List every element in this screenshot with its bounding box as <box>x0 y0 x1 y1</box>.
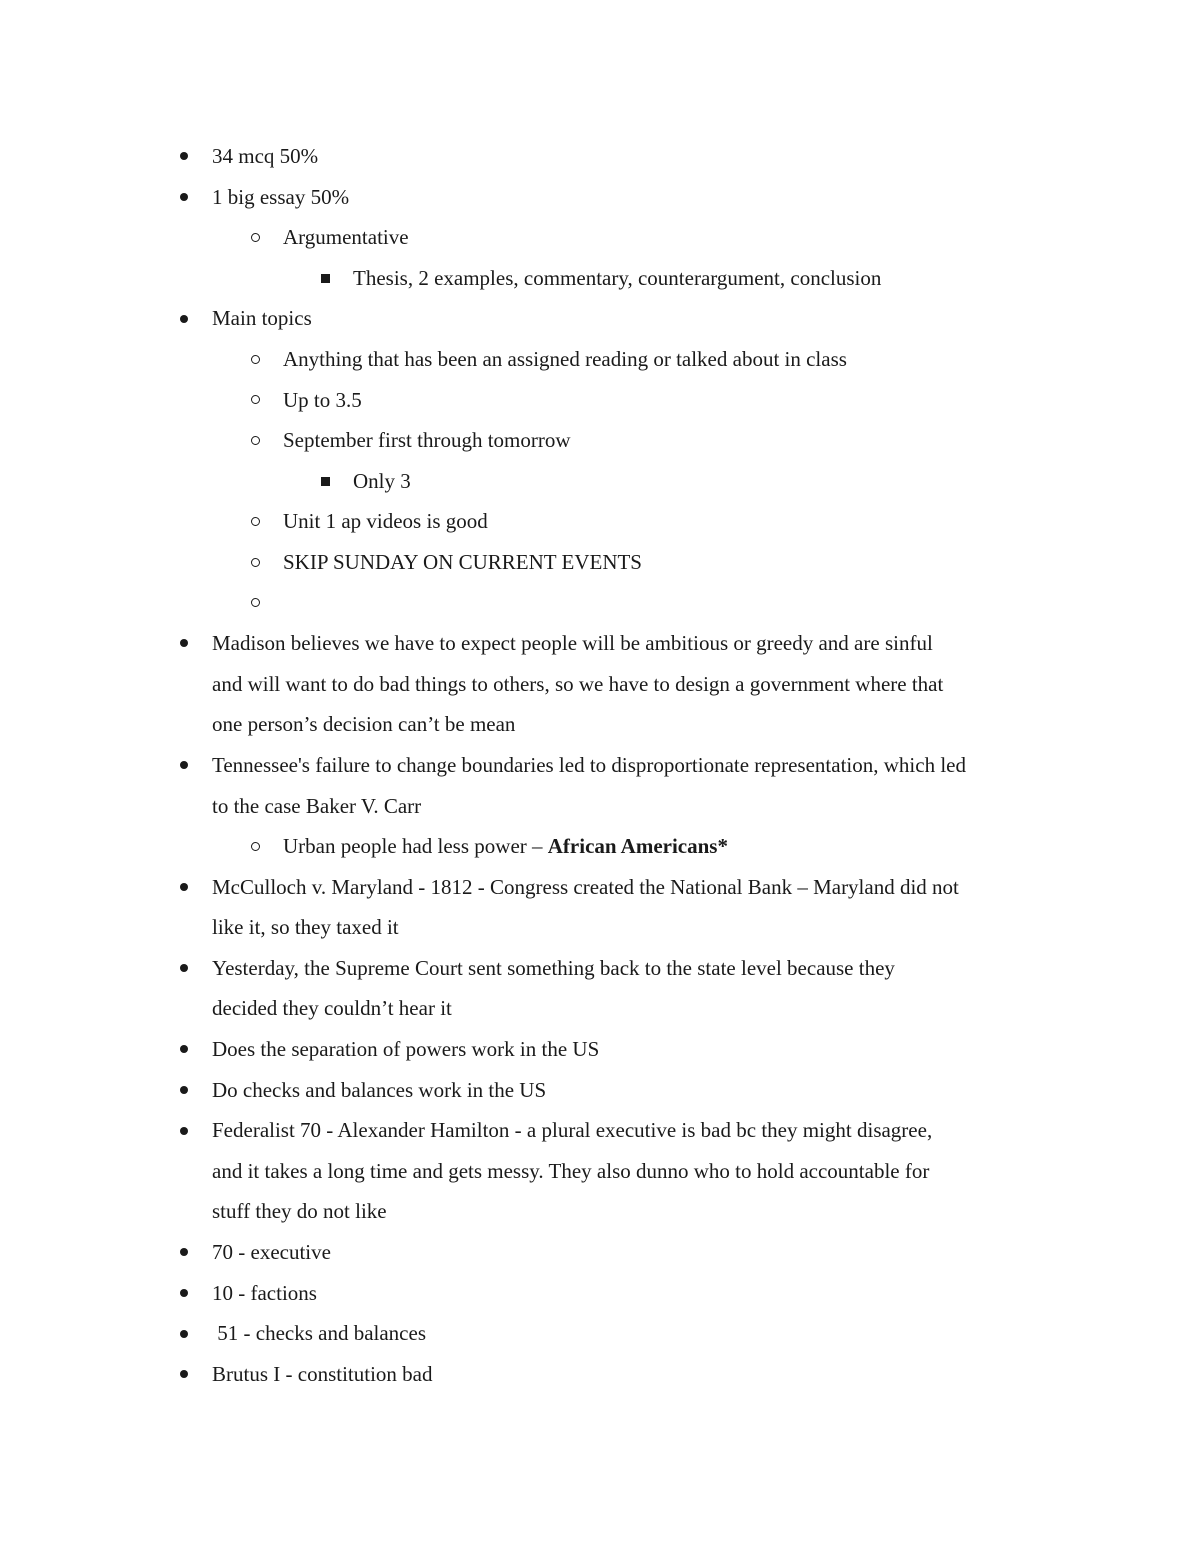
list-item-text: 70 - executive <box>212 1240 331 1265</box>
sub-sub-list-item <box>0 461 1200 502</box>
list-item <box>0 623 1200 664</box>
sub-list-item-text: Unit 1 ap videos is good <box>283 509 488 534</box>
list-item <box>0 1070 1200 1111</box>
list-item-text: and will want to do bad things to others, so we have to design a government where that <box>212 671 944 696</box>
bullet-disc-icon <box>177 745 191 786</box>
bullet-disc-icon <box>177 1313 191 1354</box>
bullet-disc-icon <box>177 177 191 218</box>
sub-list-item <box>0 542 1200 583</box>
list-item-text: decided they couldn’t hear it <box>212 996 452 1021</box>
bullet-square-icon <box>318 461 332 502</box>
list-item <box>0 1354 1200 1395</box>
list-item-continuation <box>0 704 1200 745</box>
bullet-circle-icon <box>248 542 262 583</box>
list-item-text: Does the separation of powers work in the US <box>212 1037 600 1062</box>
bullet-square-icon <box>318 258 332 299</box>
sub-list-item <box>0 826 1200 867</box>
list-item-continuation <box>0 988 1200 1029</box>
list-item-text: Yesterday, the Supreme Court sent something back to the state level because they <box>212 955 895 980</box>
list-item-continuation <box>0 786 1200 827</box>
list-item-text: Tennessee's failure to change boundaries led to disproportionate representation, which led <box>212 752 966 777</box>
list-item <box>0 177 1200 218</box>
bullet-disc-icon <box>177 1070 191 1111</box>
bullet-disc-icon <box>177 136 191 177</box>
bullet-circle-icon <box>248 420 262 461</box>
list-item-text: Madison believes we have to expect people will be ambitious or greedy and are sinful <box>212 631 933 656</box>
bullet-disc-icon <box>177 1110 191 1151</box>
bullet-circle-icon <box>248 380 262 421</box>
list-item-text: McCulloch v. Maryland - 1812 - Congress created the National Bank – Maryland did not <box>212 874 959 899</box>
sub-list-item <box>0 217 1200 258</box>
bullet-disc-icon <box>177 867 191 908</box>
sub-sub-list-item <box>0 258 1200 299</box>
list-item-text: 51 - checks and balances <box>212 1321 426 1346</box>
list-item-text: and it takes a long time and gets messy. They also dunno who to hold accountable for <box>212 1158 930 1183</box>
list-item <box>0 867 1200 908</box>
bullet-disc-icon <box>177 623 191 664</box>
sub-list-item-empty <box>0 583 1200 624</box>
sub-list-item-text: Argumentative <box>283 225 409 250</box>
sub-list-item-text: Up to 3.5 <box>283 387 362 412</box>
list-item-text: like it, so they taxed it <box>212 915 399 940</box>
plain-text: Urban people had less power – <box>283 834 548 859</box>
list-item <box>0 136 1200 177</box>
list-item-text: 10 - factions <box>212 1280 317 1305</box>
list-item <box>0 298 1200 339</box>
bullet-disc-icon <box>177 948 191 989</box>
list-item-text: one person’s decision can’t be mean <box>212 712 516 737</box>
list-item-text: Do checks and balances work in the US <box>212 1077 547 1102</box>
bullet-circle-icon <box>248 217 262 258</box>
bullet-disc-icon <box>177 298 191 339</box>
list-item-text: stuff they do not like <box>212 1199 387 1224</box>
bullet-circle-icon <box>248 501 262 542</box>
list-item <box>0 1273 1200 1314</box>
sub-list-item <box>0 380 1200 421</box>
bullet-disc-icon <box>177 1354 191 1395</box>
sub-sub-list-item-text: Only 3 <box>353 468 411 493</box>
list-item-continuation <box>0 1191 1200 1232</box>
sub-list-item-text: SKIP SUNDAY ON CURRENT EVENTS <box>283 549 642 574</box>
list-item <box>0 745 1200 786</box>
document-page <box>0 136 1200 1394</box>
list-item-text: 34 mcq 50% <box>212 144 319 168</box>
sub-list-item-text: September first through tomorrow <box>283 428 571 453</box>
list-item-continuation <box>0 1151 1200 1192</box>
bullet-circle-icon <box>248 339 262 380</box>
sub-list-item-text: Anything that has been an assigned reading or talked about in class <box>283 346 847 371</box>
list-item-continuation <box>0 664 1200 705</box>
sub-list-item <box>0 420 1200 461</box>
bullet-circle-icon <box>248 826 262 867</box>
list-item-text: Brutus I - constitution bad <box>212 1361 433 1386</box>
sub-list-item <box>0 501 1200 542</box>
bullet-disc-icon <box>177 1029 191 1070</box>
list-item-text: to the case Baker V. Carr <box>212 793 422 818</box>
bullet-circle-icon <box>248 583 262 624</box>
bold-text: African Americans* <box>547 834 728 859</box>
list-item-continuation <box>0 907 1200 948</box>
list-item <box>0 1313 1200 1354</box>
bullet-disc-icon <box>177 1232 191 1273</box>
list-item <box>0 948 1200 989</box>
sub-list-item-text <box>283 826 728 867</box>
list-item-text: Main topics <box>212 306 312 331</box>
list-item-text: Federalist 70 - Alexander Hamilton - a plural executive is bad bc they might disagree, <box>212 1118 933 1143</box>
list-item-text: 1 big essay 50% <box>212 184 350 209</box>
list-item <box>0 1232 1200 1273</box>
sub-sub-list-item-text: Thesis, 2 examples, commentary, counterargument, conclusion <box>353 265 882 290</box>
list-item <box>0 1029 1200 1070</box>
bullet-disc-icon <box>177 1273 191 1314</box>
sub-list-item <box>0 339 1200 380</box>
list-item <box>0 1110 1200 1151</box>
